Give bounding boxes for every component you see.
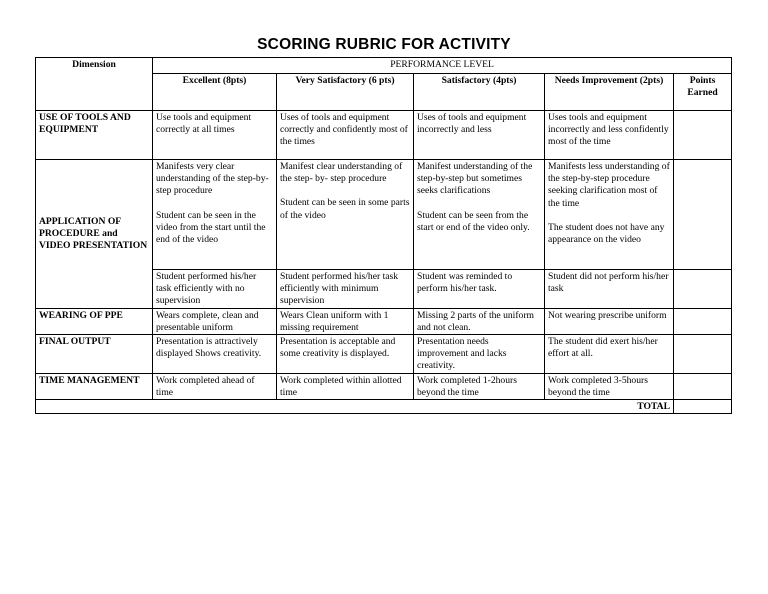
dimension-final-output: FINAL OUTPUT xyxy=(36,335,153,374)
time-excellent-cell: Work completed ahead of time xyxy=(153,373,277,399)
table-row xyxy=(36,111,732,160)
procedure-very-satisfactory-understanding: Manifest clear understanding of the step- by- step procedure xyxy=(280,161,403,185)
performance-points-cell[interactable] xyxy=(674,270,732,309)
procedure-points-cell[interactable] xyxy=(674,160,732,270)
ppe-very-satisfactory-cell: Wears Clean uniform with 1 missing requirement xyxy=(277,308,414,334)
tools-very-satisfactory-cell: Uses of tools and equipment correctly and confidently most of the times xyxy=(277,111,414,160)
header-row-performance xyxy=(36,58,732,74)
page-title: SCORING RUBRIC FOR ACTIVITY xyxy=(257,36,511,53)
final-output-excellent-cell: Presentation is attractively displayed Shows creativity. xyxy=(153,335,277,374)
procedure-satisfactory-video: Student can be seen from the start or end of the video only. xyxy=(417,209,530,233)
needs-improvement-header: Needs Improvement (2pts) xyxy=(545,74,674,111)
dimension-header: Dimension xyxy=(36,58,153,111)
satisfactory-header: Satisfactory (4pts) xyxy=(414,74,545,111)
ppe-needs-improvement-cell: Not wearing prescribe uniform xyxy=(545,308,674,334)
procedure-needs-improvement-video: The student does not have any appearance on the video xyxy=(548,221,665,246)
procedure-very-satisfactory-video: Student can be seen in some parts of the video xyxy=(280,197,410,221)
very-satisfactory-header: Very Satisfactory (6 pts) xyxy=(277,74,414,111)
total-points-cell[interactable] xyxy=(674,400,732,414)
ppe-points-cell[interactable] xyxy=(674,308,732,334)
procedure-satisfactory-cell xyxy=(414,160,545,270)
total-label: TOTAL xyxy=(36,400,674,414)
time-points-cell[interactable] xyxy=(674,373,732,399)
tools-excellent-cell: Use tools and equipment correctly at all times xyxy=(153,111,277,160)
dimension-procedure: APPLICATION OF PROCEDURE and VIDEO PRESENTATION xyxy=(36,160,153,309)
points-earned-header: Points Earned xyxy=(674,74,732,111)
final-output-needs-improvement-cell: The student did exert his/her effort at all. xyxy=(545,335,674,374)
time-needs-improvement-cell: Work completed 3-5hours beyond the time xyxy=(545,373,674,399)
dimension-time-management: TIME MANAGEMENT xyxy=(36,373,153,399)
scoring-rubric-table xyxy=(35,57,732,414)
time-satisfactory-cell: Work completed 1-2hours beyond the time xyxy=(414,373,545,399)
procedure-excellent-understanding: Manifests very clear understanding of the step-by-step procedure xyxy=(156,161,269,197)
performance-needs-improvement-cell: Student did not perform his/her task xyxy=(545,270,674,309)
procedure-needs-improvement-understanding: Manifests less understanding of the step-by-step procedure seeking clarification most of the time xyxy=(548,161,670,209)
dimension-tools: USE OF TOOLS AND EQUIPMENT xyxy=(36,111,153,160)
procedure-very-satisfactory-cell xyxy=(277,160,414,270)
ppe-satisfactory-cell: Missing 2 parts of the uniform and not clean. xyxy=(414,308,545,334)
final-output-points-cell[interactable] xyxy=(674,335,732,374)
paragraph-gap xyxy=(548,210,670,222)
ppe-excellent-cell: Wears complete, clean and presentable uniform xyxy=(153,308,277,334)
procedure-satisfactory-understanding: Manifest understanding of the step-by-step but sometimes seeks clarifications xyxy=(417,161,533,197)
table-row xyxy=(36,335,732,374)
performance-excellent-cell: Student performed his/her task efficiently with no supervision xyxy=(153,270,277,309)
final-output-very-satisfactory-cell: Presentation is acceptable and some creativity is displayed. xyxy=(277,335,414,374)
performance-very-satisfactory-cell: Student performed his/her task efficiently with minimum supervision xyxy=(277,270,414,309)
paragraph-gap xyxy=(280,185,410,197)
table-row xyxy=(36,373,732,399)
total-row xyxy=(36,400,732,414)
tools-satisfactory-cell: Uses of tools and equipment incorrectly and less xyxy=(414,111,545,160)
dimension-ppe: WEARING OF PPE xyxy=(36,308,153,334)
tools-needs-improvement-cell: Uses tools and equipment incorrectly and less confidently most of the time xyxy=(545,111,674,160)
paragraph-gap xyxy=(156,198,273,210)
performance-satisfactory-cell: Student was reminded to perform his/her task. xyxy=(414,270,545,309)
performance-level-header: PERFORMANCE LEVEL xyxy=(153,58,732,74)
tools-points-cell[interactable] xyxy=(674,111,732,160)
table-row xyxy=(36,308,732,334)
procedure-excellent-cell xyxy=(153,160,277,270)
time-very-satisfactory-cell: Work completed within allotted time xyxy=(277,373,414,399)
procedure-needs-improvement-cell xyxy=(545,160,674,270)
table-row xyxy=(36,160,732,270)
procedure-excellent-video: Student can be seen in the video from the start until the end of the video xyxy=(156,209,266,246)
final-output-satisfactory-cell: Presentation needs improvement and lacks creativity. xyxy=(414,335,545,374)
excellent-header: Excellent (8pts) xyxy=(153,74,277,111)
paragraph-gap xyxy=(417,198,541,210)
